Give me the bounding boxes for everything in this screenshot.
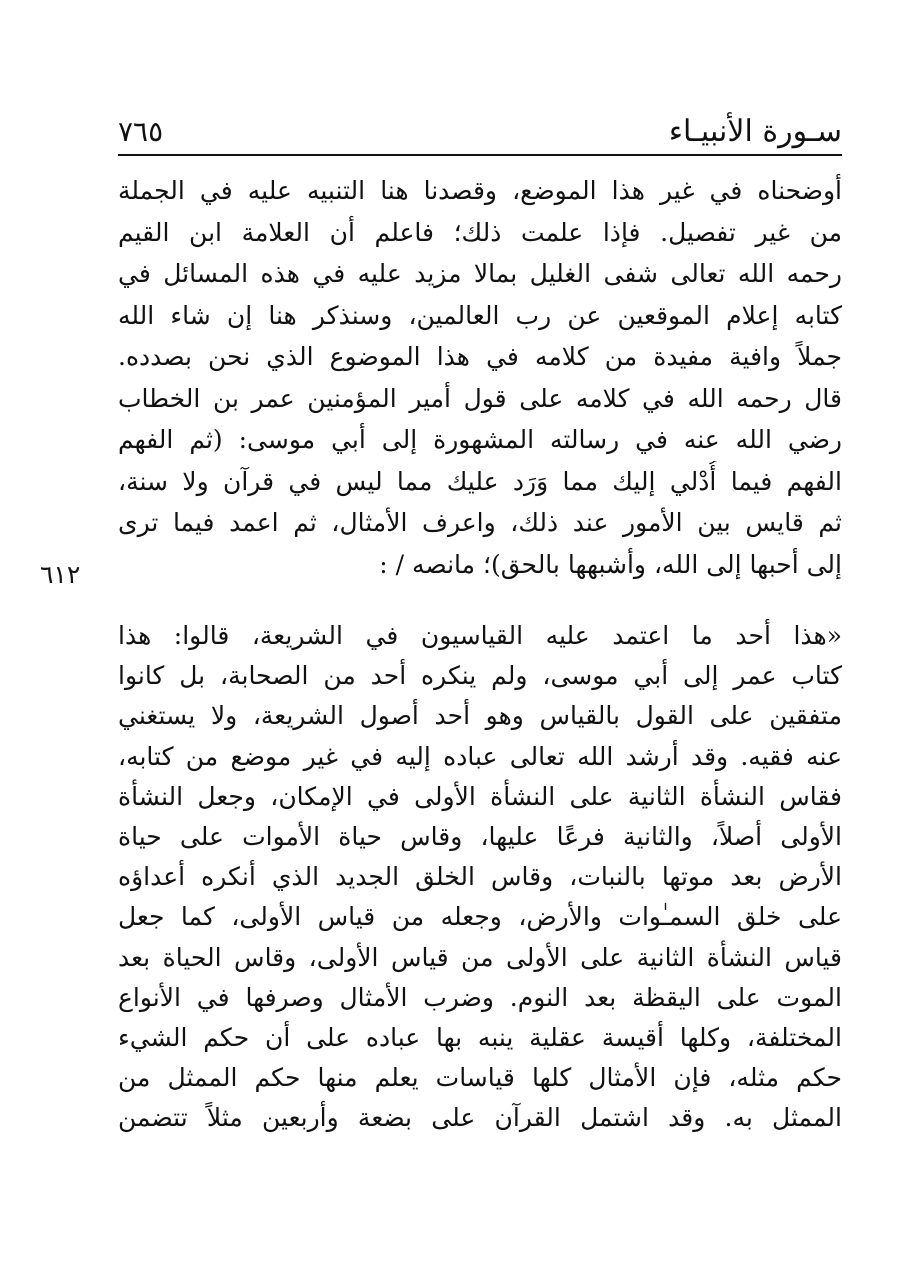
text-line: قياس النشأة الثانية على الأولى من قياس الأولى، وقاس الحياة بعد bbox=[118, 942, 842, 972]
text-line: عنه فقيه. وقد أرشد الله تعالى عباده إليه في غير موضع من كتابه، bbox=[118, 741, 842, 771]
text-line: إلى أحبها إلى الله، وأشبهها بالحق)؛ مانصه / : bbox=[379, 549, 842, 579]
text-line: على خلق السمـٰوات والأرض، وجعله من قياس الأولى، كما جعل bbox=[118, 902, 842, 932]
text-line: من غير تفصيل. فإذا علمت ذلك؛ فاعلم أن العلامة ابن القيم bbox=[118, 217, 842, 247]
paragraph-quotation bbox=[118, 616, 842, 1138]
text-line: الممثل به. وقد اشتمل القرآن على بضعة وأربعين مثلاً تتضمن bbox=[118, 1103, 842, 1133]
text-line: رحمه الله تعالى شفى الغليل بمالا مزيد عليه في هذه المسائل في bbox=[118, 259, 842, 288]
page-header bbox=[118, 112, 842, 156]
text-line: الفهم فيما أُدْلي إليك مما وَرَد عليك مما ليس في قرآن ولا سنة، bbox=[118, 466, 842, 496]
text-line: متفقين على القول بالقياس وهو أحد أصول الشريعة، ولا يستغني bbox=[118, 701, 842, 731]
page-number: ٧٦٥ bbox=[118, 115, 164, 148]
text-line: المختلفة، وكلها أقيسة عقلية ينبه بها عباده على أن حكم الشيء bbox=[118, 1022, 842, 1052]
text-line: كتابه إعلام الموقعين عن رب العالمين، وسنذكر هنا إن شاء الله bbox=[118, 300, 842, 330]
text-line: الموت على اليقظة بعد النوم. وضرب الأمثال وصرفها في الأنواع bbox=[118, 982, 842, 1012]
paragraph-intro bbox=[118, 170, 842, 585]
text-line: ثم قايس بين الأمور عند ذلك، واعرف الأمثال، ثم اعمد فيما ترى bbox=[118, 508, 842, 537]
text-line: قال رحمه الله في كلامه على قول أمير المؤمنين عمر بن الخطاب bbox=[118, 383, 842, 413]
text-line: كتاب عمر إلى أبي موسى، ولم ينكره أحد من الصحابة، بل كانوا bbox=[118, 661, 842, 691]
text-line: الأرض بعد موتها بالنبات، وقاس الخلق الجديد الذي أنكره أعداؤه bbox=[118, 862, 842, 892]
text-line: جملاً وافية مفيدة من كلامه في هذا الموضوع الذي نحن بصدده. bbox=[118, 342, 842, 371]
text-line: الأولى أصلاً، والثانية فرعًا عليها، وقاس حياة الأموات على حياة bbox=[118, 821, 842, 851]
text-line: فقاس النشأة الثانية على النشأة الأولى في الإمكان، وجعل النشأة bbox=[118, 781, 842, 811]
running-title: سـورة الأنبيـاء bbox=[668, 114, 842, 149]
text-line: أوضحناه في غير هذا الموضع، وقصدنا هنا التنبيه عليه في الجملة bbox=[118, 176, 842, 205]
text-line: حكم مثله، فإن الأمثال كلها قياسات يعلم منها حكم الممثل من bbox=[118, 1063, 842, 1093]
text-line: «هذا أحد ما اعتمد عليه القياسيون في الشريعة، قالوا: هذا bbox=[118, 621, 842, 650]
margin-page-reference: ٦١٢ bbox=[40, 560, 81, 589]
text-line: رضي الله عنه في رسالته المشهورة إلى أبي موسى: (ثم الفهم bbox=[118, 425, 842, 454]
